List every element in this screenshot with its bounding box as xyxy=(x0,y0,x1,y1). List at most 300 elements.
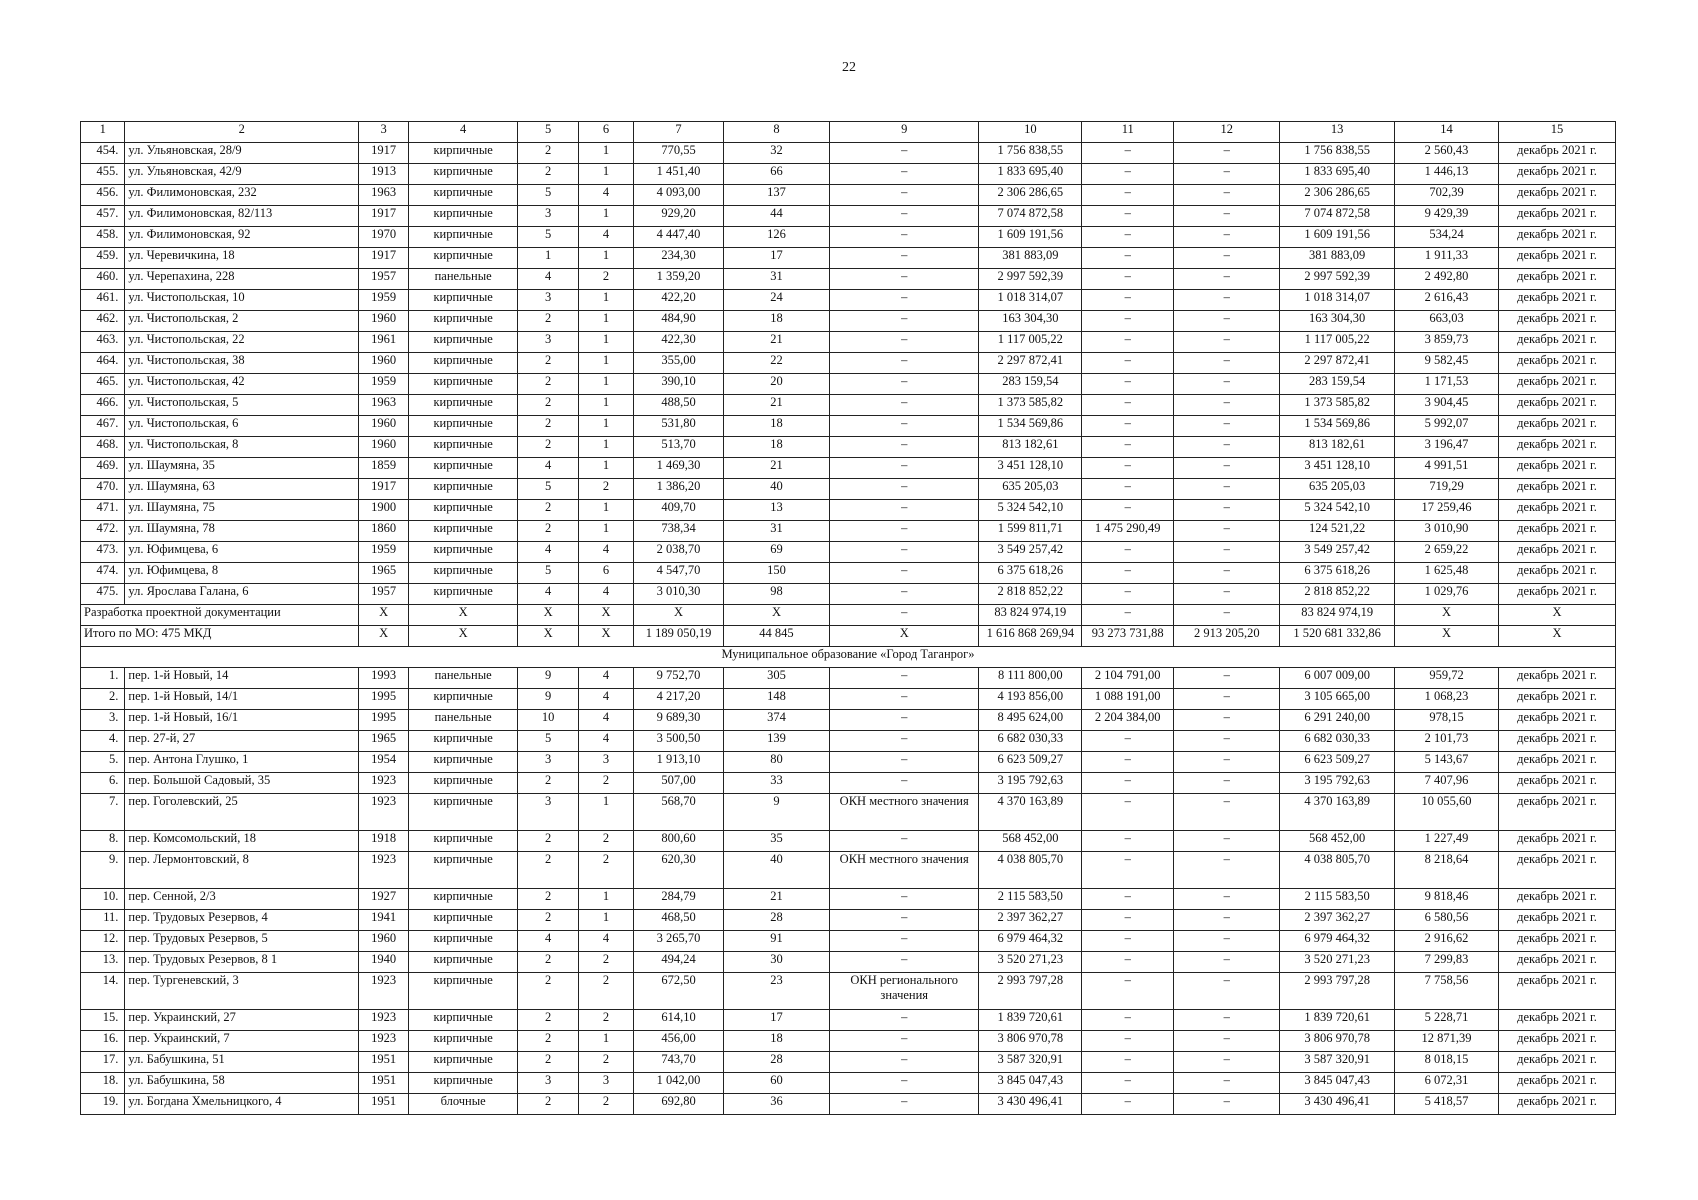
table-cell: 15. xyxy=(81,1010,125,1031)
table-cell: 1. xyxy=(81,668,125,689)
table-cell: – xyxy=(1082,931,1174,952)
table-cell: – xyxy=(1174,668,1280,689)
table-cell: кирпичные xyxy=(408,353,517,374)
table-cell: 40 xyxy=(723,479,829,500)
table-cell: пер. Украинский, 7 xyxy=(125,1031,359,1052)
table-cell: – xyxy=(830,889,979,910)
table-cell: 1923 xyxy=(359,1031,409,1052)
table-cell: ул. Шаумяна, 35 xyxy=(125,458,359,479)
table-cell: 3 265,70 xyxy=(634,931,724,952)
table-cell: 2 xyxy=(578,479,633,500)
table-cell: 4 370 163,89 xyxy=(1280,794,1395,831)
table-cell: 4 xyxy=(578,227,633,248)
table-cell: – xyxy=(830,521,979,542)
table-cell: 2 297 872,41 xyxy=(979,353,1082,374)
table-cell: 3 196,47 xyxy=(1395,437,1499,458)
table-cell: 163 304,30 xyxy=(1280,311,1395,332)
table-cell: 3 451 128,10 xyxy=(1280,458,1395,479)
table-cell: 2 913 205,20 xyxy=(1174,626,1280,647)
table-cell: 2 616,43 xyxy=(1395,290,1499,311)
table-cell: 620,30 xyxy=(634,852,724,889)
table-cell: кирпичные xyxy=(408,164,517,185)
table-cell: 3 806 970,78 xyxy=(1280,1031,1395,1052)
table-cell: 1965 xyxy=(359,563,409,584)
table-cell: 22 xyxy=(723,353,829,374)
table-cell: 1 913,10 xyxy=(634,752,724,773)
table-row xyxy=(81,668,1616,689)
table-cell: 471. xyxy=(81,500,125,521)
table-cell: кирпичные xyxy=(408,521,517,542)
table-cell: – xyxy=(1082,353,1174,374)
table-cell: 743,70 xyxy=(634,1052,724,1073)
table-cell: кирпичные xyxy=(408,563,517,584)
table-cell: декабрь 2021 г. xyxy=(1498,1010,1615,1031)
table-cell: 1 029,76 xyxy=(1395,584,1499,605)
table-cell: 1 609 191,56 xyxy=(979,227,1082,248)
table-cell: 1 xyxy=(578,500,633,521)
table-cell: 465. xyxy=(81,374,125,395)
table-cell: – xyxy=(1174,332,1280,353)
table-cell: 1960 xyxy=(359,311,409,332)
table-cell: – xyxy=(1082,164,1174,185)
table-cell: декабрь 2021 г. xyxy=(1498,248,1615,269)
table-cell: 3 451 128,10 xyxy=(979,458,1082,479)
table-cell: 137 xyxy=(723,185,829,206)
table-cell: кирпичные xyxy=(408,794,517,831)
table-cell: 3 xyxy=(518,794,579,831)
table-cell: декабрь 2021 г. xyxy=(1498,889,1615,910)
table-cell: 4 xyxy=(578,731,633,752)
table-cell: 1917 xyxy=(359,143,409,164)
summary-label: Итого по МО: 475 МКД xyxy=(81,626,359,647)
table-cell: 3 xyxy=(518,290,579,311)
table-cell: декабрь 2021 г. xyxy=(1498,1073,1615,1094)
table-cell: 2 xyxy=(518,437,579,458)
table-cell: декабрь 2021 г. xyxy=(1498,668,1615,689)
table-cell: 2 104 791,00 xyxy=(1082,668,1174,689)
table-cell: – xyxy=(830,374,979,395)
table-cell: декабрь 2021 г. xyxy=(1498,542,1615,563)
table-cell: – xyxy=(1082,290,1174,311)
table-cell: декабрь 2021 г. xyxy=(1498,353,1615,374)
table-cell: 3 587 320,91 xyxy=(1280,1052,1395,1073)
table-cell: 7 299,83 xyxy=(1395,952,1499,973)
table-row xyxy=(81,1010,1616,1031)
table-cell: 7 074 872,58 xyxy=(1280,206,1395,227)
table-cell: – xyxy=(1174,973,1280,1010)
table-row xyxy=(81,500,1616,521)
table-cell: 3 549 257,42 xyxy=(979,542,1082,563)
table-cell: – xyxy=(830,206,979,227)
table-cell: 7 074 872,58 xyxy=(979,206,1082,227)
table-cell: – xyxy=(1082,227,1174,248)
table-cell: ул. Черепахина, 228 xyxy=(125,269,359,290)
table-cell: 1963 xyxy=(359,185,409,206)
table-cell: декабрь 2021 г. xyxy=(1498,852,1615,889)
table-cell: 9 429,39 xyxy=(1395,206,1499,227)
table-cell: – xyxy=(830,164,979,185)
table-cell: пер. 1-й Новый, 16/1 xyxy=(125,710,359,731)
table-cell: 7. xyxy=(81,794,125,831)
table-cell: ул. Чистопольская, 6 xyxy=(125,416,359,437)
table-cell: кирпичные xyxy=(408,437,517,458)
table-cell: 35 xyxy=(723,831,829,852)
table-cell: 16. xyxy=(81,1031,125,1052)
table-cell: 1995 xyxy=(359,689,409,710)
table-cell: 18 xyxy=(723,1031,829,1052)
table-cell: – xyxy=(1174,164,1280,185)
table-cell: 2 xyxy=(518,374,579,395)
table-cell: – xyxy=(1082,794,1174,831)
table-cell: 2 916,62 xyxy=(1395,931,1499,952)
table-cell: 6 682 030,33 xyxy=(1280,731,1395,752)
table-cell: 472. xyxy=(81,521,125,542)
table-cell: X xyxy=(723,605,829,626)
table-cell: – xyxy=(1174,831,1280,852)
table-cell: 2 xyxy=(518,500,579,521)
table-cell: декабрь 2021 г. xyxy=(1498,1094,1615,1115)
table-cell: – xyxy=(1082,479,1174,500)
table-cell: 1 373 585,82 xyxy=(979,395,1082,416)
table-cell: декабрь 2021 г. xyxy=(1498,773,1615,794)
table-cell: ул. Чистопольская, 8 xyxy=(125,437,359,458)
table-row xyxy=(81,416,1616,437)
table-cell: ул. Чистопольская, 42 xyxy=(125,374,359,395)
table-cell: 813 182,61 xyxy=(1280,437,1395,458)
table-cell: 422,30 xyxy=(634,332,724,353)
table-cell: – xyxy=(1082,1094,1174,1115)
table-cell: – xyxy=(1174,206,1280,227)
table-cell: 6 580,56 xyxy=(1395,910,1499,931)
table-cell: 1 756 838,55 xyxy=(979,143,1082,164)
table-cell: 5 324 542,10 xyxy=(979,500,1082,521)
table-cell: 1923 xyxy=(359,773,409,794)
table-cell: 2 xyxy=(518,353,579,374)
table-cell: кирпичные xyxy=(408,143,517,164)
table-cell: 12. xyxy=(81,931,125,952)
table-cell: 6 xyxy=(578,563,633,584)
table-cell: ул. Богдана Хмельницкого, 4 xyxy=(125,1094,359,1115)
table-cell: 3 195 792,63 xyxy=(1280,773,1395,794)
table-cell: – xyxy=(1082,185,1174,206)
table-cell: 4 370 163,89 xyxy=(979,794,1082,831)
table-cell: 1 117 005,22 xyxy=(1280,332,1395,353)
table-cell: – xyxy=(830,311,979,332)
table-cell: 4 xyxy=(578,931,633,952)
table-cell: декабрь 2021 г. xyxy=(1498,1052,1615,1073)
table-cell: кирпичные xyxy=(408,973,517,1010)
table-cell: кирпичные xyxy=(408,910,517,931)
table-cell: декабрь 2021 г. xyxy=(1498,290,1615,311)
table-row xyxy=(81,710,1616,731)
table-cell: декабрь 2021 г. xyxy=(1498,311,1615,332)
column-header: 4 xyxy=(408,122,517,143)
table-cell: – xyxy=(830,248,979,269)
column-header: 3 xyxy=(359,122,409,143)
table-cell: – xyxy=(1174,290,1280,311)
table-cell: 31 xyxy=(723,269,829,290)
table-cell: 1 911,33 xyxy=(1395,248,1499,269)
table-cell: 2 xyxy=(518,952,579,973)
table-cell: X xyxy=(408,626,517,647)
table-cell: 458. xyxy=(81,227,125,248)
table-cell: кирпичные xyxy=(408,931,517,952)
table-cell: 11. xyxy=(81,910,125,931)
table-cell: X xyxy=(578,626,633,647)
table-cell: 5 xyxy=(518,731,579,752)
table-cell: кирпичные xyxy=(408,206,517,227)
column-header: 2 xyxy=(125,122,359,143)
table-cell: – xyxy=(1174,248,1280,269)
table-cell: – xyxy=(1082,374,1174,395)
table-cell: 1 xyxy=(578,458,633,479)
table-cell: 18 xyxy=(723,437,829,458)
table-cell: 2 038,70 xyxy=(634,542,724,563)
table-cell: 2 xyxy=(578,1094,633,1115)
table-cell: 4 xyxy=(518,931,579,952)
table-row xyxy=(81,689,1616,710)
table-cell: – xyxy=(1082,1010,1174,1031)
table-cell: – xyxy=(1174,731,1280,752)
table-cell: 10. xyxy=(81,889,125,910)
table-cell: 66 xyxy=(723,164,829,185)
table-cell: X xyxy=(1395,605,1499,626)
table-cell: – xyxy=(1082,1073,1174,1094)
table-row xyxy=(81,852,1616,889)
table-cell: 568,70 xyxy=(634,794,724,831)
table-cell: 1 xyxy=(578,437,633,458)
table-cell: ул. Чистопольская, 2 xyxy=(125,311,359,332)
table-cell: – xyxy=(1082,889,1174,910)
table-cell: – xyxy=(1082,605,1174,626)
table-cell: 18 xyxy=(723,311,829,332)
table-cell: – xyxy=(1082,584,1174,605)
table-cell: ул. Ульяновская, 28/9 xyxy=(125,143,359,164)
table-cell: 5 228,71 xyxy=(1395,1010,1499,1031)
table-cell: 2 xyxy=(518,773,579,794)
table-cell: – xyxy=(830,395,979,416)
table-cell: 2 204 384,00 xyxy=(1082,710,1174,731)
table-cell: 2 xyxy=(518,831,579,852)
table-cell: 1 042,00 xyxy=(634,1073,724,1094)
table-cell: 9 xyxy=(723,794,829,831)
table-cell: 4 217,20 xyxy=(634,689,724,710)
table-cell: 2 xyxy=(518,889,579,910)
table-cell: кирпичные xyxy=(408,1010,517,1031)
table-cell: 469. xyxy=(81,458,125,479)
table-cell: 40 xyxy=(723,852,829,889)
table-cell: 1941 xyxy=(359,910,409,931)
table-cell: 3 520 271,23 xyxy=(979,952,1082,973)
table-cell: 93 273 731,88 xyxy=(1082,626,1174,647)
table-cell: декабрь 2021 г. xyxy=(1498,563,1615,584)
table-cell: 4. xyxy=(81,731,125,752)
table-cell: 9 xyxy=(518,689,579,710)
table-cell: декабрь 2021 г. xyxy=(1498,584,1615,605)
table-cell: 283 159,54 xyxy=(1280,374,1395,395)
table-cell: – xyxy=(1174,689,1280,710)
table-cell: 18 xyxy=(723,416,829,437)
table-cell: 2 xyxy=(578,773,633,794)
table-cell: – xyxy=(1174,910,1280,931)
table-row xyxy=(81,248,1616,269)
table-cell: пер. Лермонтовский, 8 xyxy=(125,852,359,889)
table-cell: 484,90 xyxy=(634,311,724,332)
table-cell: 17 259,46 xyxy=(1395,500,1499,521)
table-cell: 12 871,39 xyxy=(1395,1031,1499,1052)
table-cell: 475. xyxy=(81,584,125,605)
table-cell: 21 xyxy=(723,889,829,910)
table-cell: – xyxy=(1174,584,1280,605)
table-cell: декабрь 2021 г. xyxy=(1498,910,1615,931)
table-cell: 91 xyxy=(723,931,829,952)
table-cell: – xyxy=(1174,605,1280,626)
table-cell: 1 xyxy=(578,164,633,185)
table-cell: 1 xyxy=(578,395,633,416)
table-cell: – xyxy=(830,479,979,500)
table-cell: X xyxy=(1498,626,1615,647)
table-cell: – xyxy=(1174,852,1280,889)
table-cell: 3 806 970,78 xyxy=(979,1031,1082,1052)
table-cell: 1923 xyxy=(359,1010,409,1031)
table-cell: – xyxy=(1082,500,1174,521)
table-cell: 3 520 271,23 xyxy=(1280,952,1395,973)
table-cell: 929,20 xyxy=(634,206,724,227)
table-cell: декабрь 2021 г. xyxy=(1498,973,1615,1010)
table-cell: 4 038 805,70 xyxy=(979,852,1082,889)
table-cell: кирпичные xyxy=(408,542,517,563)
table-cell: 409,70 xyxy=(634,500,724,521)
table-cell: 470. xyxy=(81,479,125,500)
table-cell: 17 xyxy=(723,1010,829,1031)
table-cell: 374 xyxy=(723,710,829,731)
table-cell: 14. xyxy=(81,973,125,1010)
table-cell: – xyxy=(1174,1031,1280,1052)
table-row xyxy=(81,889,1616,910)
table-cell: 5 xyxy=(518,185,579,206)
table-cell: 1923 xyxy=(359,794,409,831)
table-cell: – xyxy=(830,689,979,710)
table-cell: 2 xyxy=(518,910,579,931)
column-header: 8 xyxy=(723,122,829,143)
table-cell: декабрь 2021 г. xyxy=(1498,521,1615,542)
table-cell: 1961 xyxy=(359,332,409,353)
table-cell: 18. xyxy=(81,1073,125,1094)
table-cell: 4 xyxy=(578,668,633,689)
table-cell: 124 521,22 xyxy=(1280,521,1395,542)
table-cell: 692,80 xyxy=(634,1094,724,1115)
table-cell: – xyxy=(1082,910,1174,931)
table-cell: ул. Юфимцева, 8 xyxy=(125,563,359,584)
table-cell: 2 xyxy=(518,311,579,332)
table-cell: 3 010,30 xyxy=(634,584,724,605)
table-cell: 1 xyxy=(578,248,633,269)
table-cell: 305 xyxy=(723,668,829,689)
table-cell: 2 xyxy=(578,269,633,290)
table-cell: 2 115 583,50 xyxy=(979,889,1082,910)
table-cell: 473. xyxy=(81,542,125,563)
table-cell: 568 452,00 xyxy=(1280,831,1395,852)
table-cell: – xyxy=(1174,143,1280,164)
table-cell: кирпичные xyxy=(408,831,517,852)
table-cell: 464. xyxy=(81,353,125,374)
table-cell: 3 430 496,41 xyxy=(979,1094,1082,1115)
total-row xyxy=(81,626,1616,647)
table-cell: – xyxy=(1174,952,1280,973)
table-row xyxy=(81,479,1616,500)
table-cell: 702,39 xyxy=(1395,185,1499,206)
table-cell: – xyxy=(830,1094,979,1115)
table-cell: – xyxy=(830,910,979,931)
table-cell: 2 492,80 xyxy=(1395,269,1499,290)
table-cell: 1 386,20 xyxy=(634,479,724,500)
table-cell: 8 111 800,00 xyxy=(979,668,1082,689)
table-cell: 1900 xyxy=(359,500,409,521)
table-cell: пер. Гоголевский, 25 xyxy=(125,794,359,831)
table-cell: 1 xyxy=(578,332,633,353)
table-cell: – xyxy=(1082,831,1174,852)
table-cell: 1993 xyxy=(359,668,409,689)
table-cell: 284,79 xyxy=(634,889,724,910)
table-row xyxy=(81,206,1616,227)
table-cell: 454. xyxy=(81,143,125,164)
table-cell: 2 xyxy=(578,1052,633,1073)
table-cell: декабрь 2021 г. xyxy=(1498,952,1615,973)
table-cell: 2 xyxy=(578,852,633,889)
table-cell: 9 752,70 xyxy=(634,668,724,689)
table-cell: ул. Чистопольская, 38 xyxy=(125,353,359,374)
table-cell: – xyxy=(830,1052,979,1073)
table-cell: – xyxy=(1082,563,1174,584)
table-cell: пер. Антона Глушко, 1 xyxy=(125,752,359,773)
table-cell: – xyxy=(1082,332,1174,353)
table-cell: 635 205,03 xyxy=(1280,479,1395,500)
table-cell: пер. Комсомольский, 18 xyxy=(125,831,359,852)
table-cell: кирпичные xyxy=(408,500,517,521)
table-cell: X xyxy=(359,626,409,647)
column-header: 15 xyxy=(1498,122,1615,143)
table-cell: – xyxy=(830,542,979,563)
table-cell: X xyxy=(518,626,579,647)
table-cell: 7 758,56 xyxy=(1395,973,1499,1010)
table-cell: 1 018 314,07 xyxy=(1280,290,1395,311)
table-cell: 44 xyxy=(723,206,829,227)
table-row xyxy=(81,731,1616,752)
table-cell: 534,24 xyxy=(1395,227,1499,248)
table-cell: пер. Тургеневский, 3 xyxy=(125,973,359,1010)
table-cell: ул. Филимоновская, 92 xyxy=(125,227,359,248)
table-cell: 1940 xyxy=(359,952,409,973)
table-cell: 663,03 xyxy=(1395,311,1499,332)
table-cell: пер. Сенной, 2/3 xyxy=(125,889,359,910)
table-cell: кирпичные xyxy=(408,1073,517,1094)
table-cell: 83 824 974,19 xyxy=(979,605,1082,626)
table-cell: 1 088 191,00 xyxy=(1082,689,1174,710)
table-cell: 3 904,45 xyxy=(1395,395,1499,416)
table-cell: 36 xyxy=(723,1094,829,1115)
table-cell: 6 623 509,27 xyxy=(979,752,1082,773)
table-cell: 1 xyxy=(518,248,579,269)
table-cell: 148 xyxy=(723,689,829,710)
table-cell: кирпичные xyxy=(408,889,517,910)
table-cell: 6. xyxy=(81,773,125,794)
table-cell: 2 xyxy=(578,1010,633,1031)
table-cell: 1 359,20 xyxy=(634,269,724,290)
table-cell: – xyxy=(830,710,979,731)
table-cell: 4 xyxy=(578,584,633,605)
table-cell: 1 625,48 xyxy=(1395,563,1499,584)
table-cell: 13 xyxy=(723,500,829,521)
